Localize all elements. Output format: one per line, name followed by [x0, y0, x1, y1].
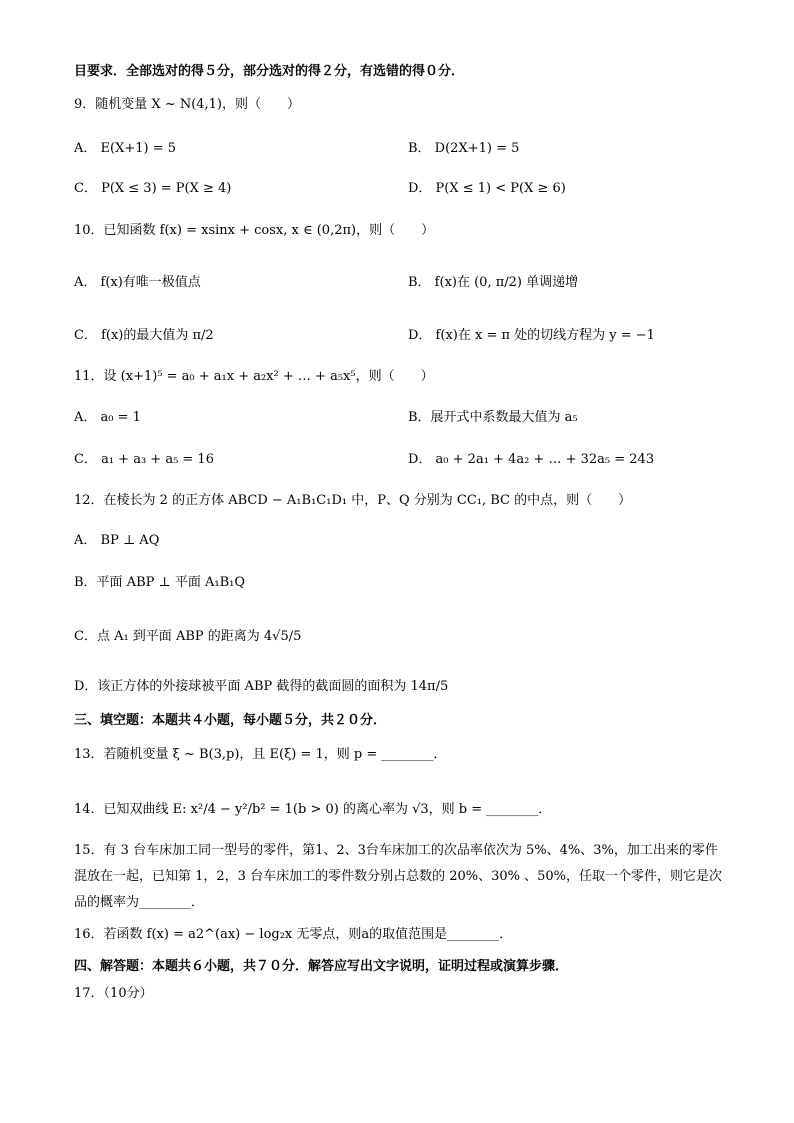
q10-option-c: C． f(x)的最大值为 π/2 [74, 328, 214, 343]
q9-option-a: A． E(X+1) = 5 [74, 141, 177, 156]
q12-option-d: D．该正方体的外接球被平面 ABP 截得的截面圆的面积为 14π/5 [74, 679, 449, 694]
q12-option-c: C．点 A₁ 到平面 ABP 的距离为 4√5/5 [74, 629, 302, 644]
q12-option-a: A． BP ⊥ AQ [74, 533, 160, 548]
q14: 14．已知双曲线 E: x²/4 − y²/b² = 1(b > 0) 的离心率为 √3，则 b = ________． [74, 802, 552, 817]
q12-option-b: B．平面 ABP ⊥ 平面 A₁B₁Q [74, 575, 246, 590]
q11-option-a: A． a₀ = 1 [74, 410, 141, 425]
section-4-heading: 四、解答题：本题共６小题，共７０分．解答应写出文字说明，证明过程或演算步骤． [74, 959, 569, 974]
intro-line: 目要求．全部选对的得５分，部分选对的得２分，有选错的得０分． [74, 64, 465, 79]
q16: 16．若函数 f(x) = a2^(ax) − log₂x 无零点，则a的取值范围是________． [74, 927, 513, 942]
q10-option-a: A． f(x)有唯一极值点 [74, 275, 201, 290]
q9-option-c: C． P(X ≤ 3) = P(X ≥ 4) [74, 181, 232, 196]
q9-stem: 9．随机变量 X ~ N(4,1)，则（ ） [74, 97, 301, 112]
q11-option-c: C． a₁ + a₃ + a₅ = 16 [74, 452, 214, 467]
q10-stem: 10．已知函数 f(x) = xsinx + cosx, x ∈ (0,2π)，则（ ） [74, 223, 435, 238]
q9-option-d: D． P(X ≤ 1) < P(X ≥ 6) [408, 181, 566, 196]
q10-option-b: B． f(x)在 (0, π/2) 单调递增 [408, 275, 579, 290]
q13: 13．若随机变量 ξ ~ B(3,p)，且 E(ξ) = 1，则 p = ________． [74, 747, 447, 762]
q12-stem: 12．在棱长为 2 的正方体 ABCD − A₁B₁C₁D₁ 中，P、Q 分别为 CC₁, BC 的中点，则（ ） [74, 493, 632, 508]
section-3-heading: 三、填空题：本题共４小题，每小题５分，共２０分． [74, 713, 387, 728]
q11-stem: 11．设 (x+1)⁵ = a₀ + a₁x + a₂x² + … + a₅x⁵，则（ ） [74, 369, 434, 384]
q9-option-b: B． D(2X+1) = 5 [408, 141, 520, 156]
q15: 15．有 3 台车床加工同一型号的零件，第1、2、3台车床加工的次品率依次为 5%、4%、3%，加工出来的零件混放在一起，已知第 1，2，3 台车床加工的零件数分别占总数的 20%、30% 、50%，任取一个零件，则它是次品的概率为________． [74, 843, 723, 910]
q11-option-b: B．展开式中系数最大值为 a₅ [408, 410, 578, 425]
q10-option-d: D． f(x)在 x = π 处的切线方程为 y = −1 [408, 328, 655, 343]
q11-option-d: D． a₀ + 2a₁ + 4a₂ + … + 32a₅ = 243 [408, 452, 655, 467]
q17: 17．（10分） [74, 986, 153, 1001]
